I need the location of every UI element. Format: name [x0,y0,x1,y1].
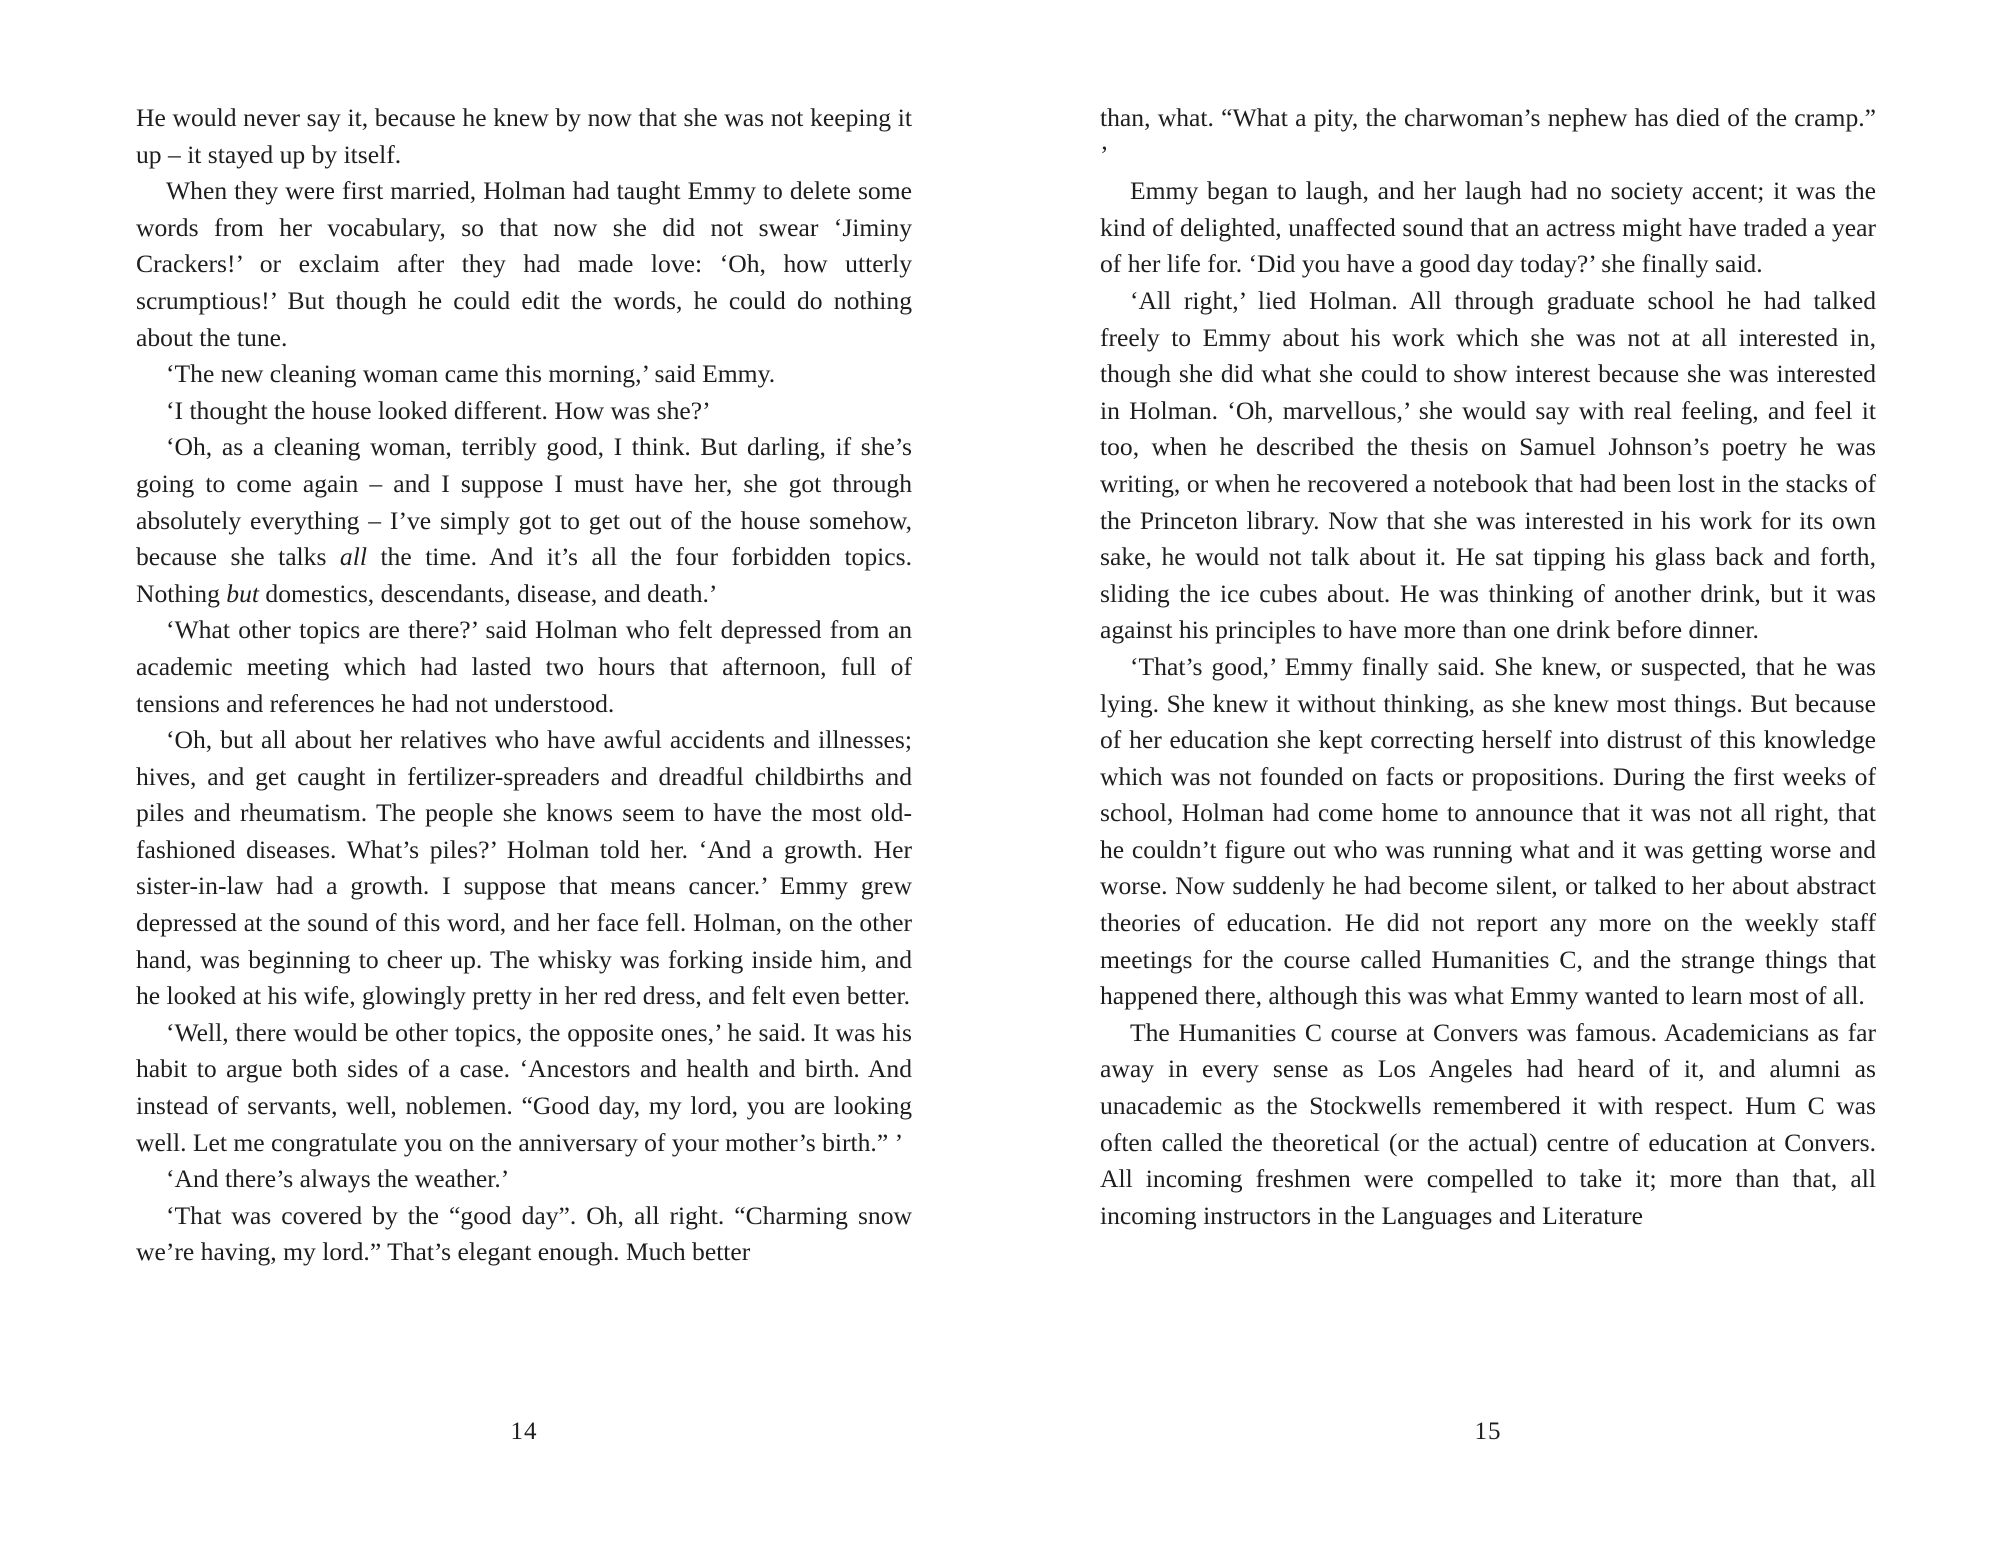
right-page [1100,100,1876,1500]
text-run: ‘That’s good,’ Emmy finally said. She knew, or suspected, that he was lying. She knew it without thinking, as she knew most things. But because of her education she kept correcting herself into distrust of this knowledge which was not founded on facts or propositions. During the first weeks of school, Holman had come home to announce that it was not all right, that he couldn’t figure out who was running what and it was getting worse and worse. Now suddenly he had become silent, or talked to her about abstract theories of education. He did not report any more on the weekly staff meetings for the course called Humanities C, and the strange things that happened there, although this was what Emmy wanted to learn most of all. [1100,651,1876,1011]
page-number: 15 [1474,1418,1502,1445]
left-page-text [136,100,912,1271]
text-run: The Humanities C course at Convers was famous. Academicians as far away in every sense as Los Angeles had heard of it, and alumni as unacademic as the Stockwells remembered it with respect. Hum C was often called the theoretical (or the actual) centre of education at Convers. All incoming freshmen were compelled to take it; more than that, all incoming instructors in the Languages and Literature [1100,1017,1876,1230]
text-run: ‘Oh, as a cleaning woman, terribly good, I think. But darling, if she’s going to come again – and I suppose I must have her, she got through absolutely everything – I’ve simply got to get out of the house somehow, because she talks [136,432,912,572]
text-run: ‘The new cleaning woman came this morning,’ said Emmy. [166,359,776,389]
paragraph [1100,1015,1876,1235]
paragraph [136,429,912,612]
paragraph [136,173,912,356]
paragraph [136,1161,912,1198]
right-page-text [1100,100,1876,1234]
paragraph [1100,283,1876,649]
paragraph [1100,173,1876,283]
text-run: domestics, descendants, disease, and death.’ [259,578,718,608]
text-run: ‘Well, there would be other topics, the opposite ones,’ he said. It was his habit to argue both sides of a case. ‘Ancestors and health and birth. And instead of servants, well, noblemen. “Good day, my lord, you are looking well. Let me congratulate you on the anniversary of your mother’s birth.” ’ [136,1017,912,1157]
paragraph [136,1015,912,1161]
paragraph [136,100,912,173]
paragraph [136,612,912,722]
text-run: ‘All right,’ lied Holman. All through graduate school he had talked freely to Emmy about his work which she was not at all interested in, though she did what she could to show interest because she was interested in Holman. ‘Oh, marvellous,’ she would say with real feeling, and feel it too, when he described the thesis on Samuel Johnson’s poetry he was writing, or when he recovered a notebook that had been lost in the stacks of the Princeton library. Now that she was interested in his work for its own sake, he would not talk about it. He sat tipping his glass back and forth, sliding the ice cubes about. He was thinking of another drink, but it was against his principles to have more than one drink before dinner. [1100,285,1876,645]
paragraph [1100,100,1876,173]
left-page [136,100,912,1500]
text-run: ‘Oh, but all about her relatives who have awful accidents and illnesses; hives, and get caught in fertilizer-spreaders and dreadful childbirths and piles and rheumatism. The people she knows seem to have the most old-fashioned diseases. What’s piles?’ Holman told her. ‘And a growth. Her sister-in-law had a growth. I suppose that means cancer.’ Emmy grew depressed at the sound of this word, and her face fell. Holman, on the other hand, was beginning to cheer up. The whisky was forking inside him, and he looked at his wife, glowingly pretty in her red dress, and felt even better. [136,725,912,1011]
text-run: ‘And there’s always the weather.’ [166,1164,510,1194]
page-number: 14 [510,1418,538,1445]
text-run: When they were first married, Holman had taught Emmy to delete some words from her vocabulary, so that now she did not swear ‘Jiminy Crackers!’ or exclaim after they had made love: ‘Oh, how utterly scrumptious!’ But though he could edit the words, he could do nothing about the tune. [136,176,912,352]
paragraph [136,393,912,430]
paragraph [1100,649,1876,1015]
text-run: ‘What other topics are there?’ said Holman who felt depressed from an academic meeting which had lasted two hours that afternoon, full of tensions and references he had not understood. [136,615,912,718]
text-run: Emmy began to laugh, and her laugh had no society accent; it was the kind of delighted, unaffected sound that an actress might have traded a year of her life for. ‘Did you have a good day today?’ she finally said. [1100,176,1876,279]
text-run: ‘I thought the house looked different. How was she?’ [166,395,711,425]
paragraph [136,1198,912,1271]
italic-text: but [226,578,260,608]
text-run: He would never say it, because he knew by now that she was not keeping it up – it stayed up by itself. [136,103,912,169]
text-run: than, what. “What a pity, the charwoman’s nephew has died of the cramp.” ’ [1100,103,1876,169]
paragraph [136,356,912,393]
text-run: the time. And it’s all the four forbidden topics. Nothing [136,542,912,608]
text-run: ‘That was covered by the “good day”. Oh, all right. “Charming snow we’re having, my lord.” That’s elegant enough. Much better [136,1200,912,1267]
paragraph [136,722,912,1015]
italic-text: all [339,542,367,572]
